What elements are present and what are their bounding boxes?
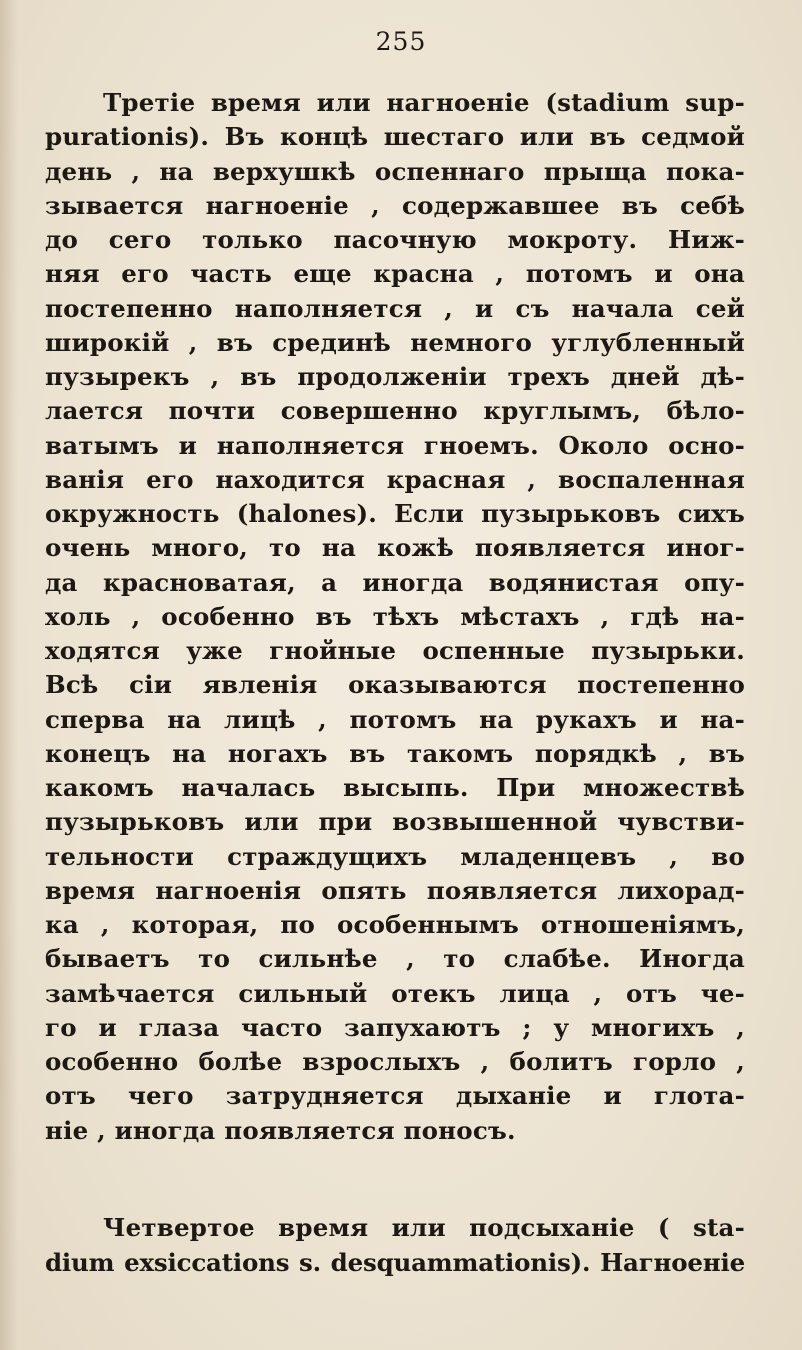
- text-line: особенно болѣе взрослыхъ , болитъ горло ,: [45, 1047, 745, 1076]
- text-line: холь , особенно въ тѣхъ мѣстахъ , гдѣ на-: [45, 601, 745, 631]
- text-line: отъ чего затрудняется дыханіе и глота-: [45, 1081, 745, 1111]
- text-line: тельности страждущихъ младенцевъ , во: [45, 841, 745, 871]
- text-line: день , на верхушкѣ оспеннаго прыща пока-: [45, 156, 745, 186]
- text-line: широкій , въ срединѣ немного углубленный: [45, 327, 745, 357]
- text-line: до сего только пасочную мокроту. Ниж-: [45, 225, 745, 254]
- text-line: очень много, то на кожѣ появляется иног-: [45, 533, 745, 563]
- text-line: замѣчается сильный отекъ лица , отъ че-: [45, 978, 745, 1008]
- text-line: пузырьковъ или при возвышенной чувстви-: [45, 807, 745, 837]
- text-line: няя его часть еще красна , потомъ и она: [45, 259, 745, 289]
- text-line: бываетъ то сильнѣе , то слабѣе. Иногда: [45, 944, 745, 974]
- paragraph-third-stage: [45, 86, 745, 1148]
- text-line: Всѣ сіи явленія оказываются постепенно: [45, 670, 745, 700]
- text-line: ка , которая, по особеннымъ отношеніямъ,: [45, 910, 745, 939]
- text-line: dium exsiccations s. desquammationis). Нагноеніе: [45, 1248, 745, 1277]
- text-line: конецъ на ногахъ въ такомъ порядкѣ , въ: [45, 738, 745, 768]
- text-line: лается почти совершенно круглымъ, бѣло-: [45, 396, 745, 426]
- text-line: какомъ началась высыпь. При множествѣ: [45, 773, 745, 802]
- text-line: зывается нагноеніе , содержавшее въ себѣ: [45, 190, 745, 220]
- text-line: го и глаза часто запухаютъ ; у многихъ ,: [45, 1012, 745, 1042]
- text-line: постепенно наполняется , и съ начала сей: [45, 293, 745, 323]
- text-line: пузырекъ , въ продолженіи трехъ дней дѣ-: [45, 362, 745, 391]
- text-line: purationis). Въ концѣ шестаго или въ седмой: [45, 122, 745, 152]
- text-line: Четвертое время или подсыханіе ( sta-: [103, 1213, 745, 1242]
- text-line: ванія его находится красная , воспаленная: [45, 464, 745, 494]
- text-line: ходятся уже гнойные оспенные пузырьки.: [45, 636, 745, 665]
- text-line: ватымъ и наполняется гноемъ. Около осно-: [45, 430, 745, 460]
- text-line: сперва на лицѣ , потомъ на рукахъ и на-: [45, 704, 745, 734]
- text-line: да красноватая, а иногда водянистая опу-: [45, 567, 745, 597]
- page-edge-shadow: [0, 0, 18, 1350]
- page-number: 255: [375, 27, 427, 56]
- text-line: время нагноенія опять появляется лихорад-: [45, 875, 745, 905]
- text-line: ніе , иногда появляется поносъ.: [45, 1115, 516, 1145]
- text-line: окружность (halones). Если пузырьковъ сихъ: [45, 499, 745, 528]
- paragraph-fourth-stage: [45, 1210, 745, 1280]
- text-line: Третіе время или нагноеніе (stadium sup-: [103, 88, 745, 117]
